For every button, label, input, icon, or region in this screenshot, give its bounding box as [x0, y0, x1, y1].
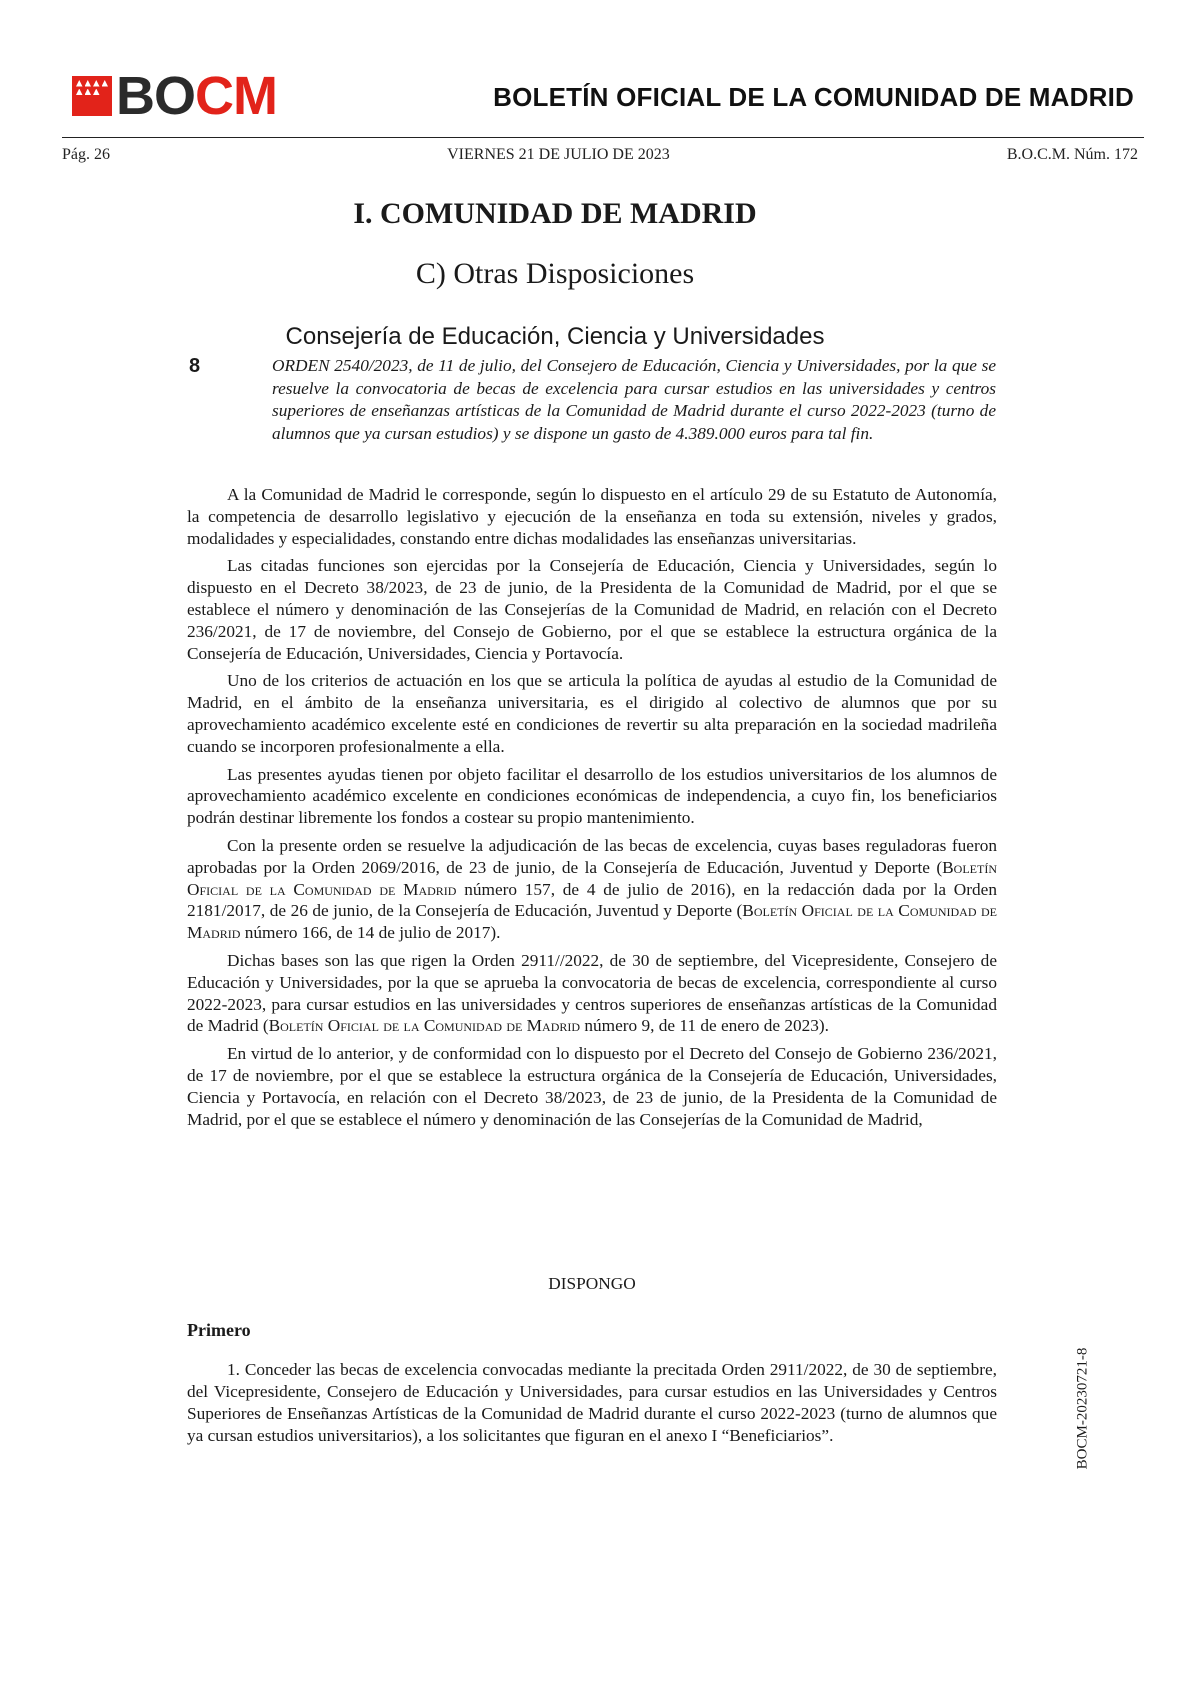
department-heading: Consejería de Educación, Ciencia y Universidades: [285, 323, 825, 350]
paragraph: Las presentes ayudas tienen por objeto facilitar el desarrollo de los estudios universitarios de los alumnos de aprovechamiento académico excelente en condiciones económicas de independencia, a cuyo fin, los beneficiarios podrán destinar libremente los fondos a costear su propio mantenimiento.: [187, 764, 997, 828]
madrid-flag-icon: [72, 76, 112, 116]
paragraph: Dichas bases son las que rigen la Orden 2911//2022, de 30 de septiembre, del Vicepresidente, Consejero de Educación y Universidades, por la que se aprueba la convocatoria de becas de excelencia, correspondiente al curso 2022-2023, para cursar estudios en las universidades y centros superiores de enseñanzas artísticas de la Comunidad de Madrid (Boletín Oficial de la Comunidad de Madrid número 9, de 11 de enero de 2023).: [187, 950, 997, 1036]
article-heading: Primero: [187, 1320, 251, 1340]
header-rule: [62, 137, 1144, 138]
page-number: Pág. 26: [62, 146, 110, 163]
bulletin-reference: Boletín Oficial de la Comunidad de Madrid: [187, 857, 997, 899]
order-summary: ORDEN 2540/2023, de 11 de julio, del Consejero de Educación, Ciencia y Universidades, por la que se resuelve la convocatoria de becas de excelencia para cursar estudios en las universidades y centros superiores de enseñanzas artísticas de la Comunidad de Madrid durante el curso 2022-2023 (turno de alumnos que ya cursan estudios) y se dispone un gasto de 4.389.000 euros para tal fin.: [272, 356, 996, 444]
paragraph: Uno de los criterios de actuación en los que se articula la política de ayudas al estudio de la Comunidad de Madrid, en el ámbito de la enseñanza universitaria, es el dirigido al colectivo de alumnos que por su aprovechamiento académico excelente esté en condiciones de revertir su alta preparación en la sociedad madrileña cuando se incorporen profesionalmente a ella.: [187, 671, 997, 756]
bulletin-reference: Boletín Oficial de la Comunidad de Madrid: [187, 901, 997, 943]
issue-date: VIERNES 21 DE JULIO DE 2023: [447, 146, 670, 163]
paragraph: A la Comunidad de Madrid le corresponde, según lo dispuesto en el artículo 29 de su Estatuto de Autonomía, la competencia de desarrollo legislativo y ejecución de la enseñanza en toda su extensión, niveles y grados, modalidades y especialidades, constando entre dichas modalidades las enseñanzas universitarias.: [187, 485, 997, 548]
dispongo-heading: DISPONGO: [548, 1274, 636, 1293]
subsection-heading: C) Otras Disposiciones: [415, 257, 695, 290]
paragraph: Las citadas funciones son ejercidas por la Consejería de Educación, Ciencia y Universidades, según lo dispuesto en el Decreto 38/2023, de 23 de junio, de la Presidenta de la Comunidad de Madrid, por el que se establece el número y denominación de las Consejerías de la Comunidad de Madrid, en relación con el Decreto 236/2021, de 17 de noviembre, del Consejo de Gobierno, por el que se establece la estructura orgánica de la Consejería de Educación, Universidades, Ciencia y Portavocía.: [187, 556, 997, 663]
bocm-logo: [72, 66, 277, 126]
section-heading: I. COMUNIDAD DE MADRID: [353, 197, 757, 230]
article-clause: 1. Conceder las becas de excelencia convocadas mediante la precitada Orden 2911/2022, de 30 de septiembre, del Vicepresidente, Consejero de Educación y Universidades, para cursar estudios en las Universidades y Centros Superiores de Enseñanzas Artísticas de la Comunidad de Madrid durante el curso 2022-2023 (turno de alumnos que ya cursan estudios universitarios), a los solicitantes que figuran en el anexo I “Beneficiarios”.: [187, 1360, 997, 1445]
paragraph: En virtud de lo anterior, y de conformidad con lo dispuesto por el Decreto del Consejo de Gobierno 236/2021, de 17 de noviembre, por el que se establece la estructura orgánica de la Consejería de Educación, Universidades, Ciencia y Portavocía, en relación con el Decreto 38/2023, de 23 de junio, de la Presidenta de la Comunidad de Madrid, por el que se establece el número y denominación de las Consejerías de la Comunidad de Madrid,: [187, 1044, 997, 1129]
order-number: 8: [189, 355, 201, 377]
paragraph: Con la presente orden se resuelve la adjudicación de las becas de excelencia, cuyas bases reguladoras fueron aprobadas por la Orden 2069/2016, de 23 de junio, de la Consejería de Educación, Juventud y Deporte (Boletín Oficial de la Comunidad de Madrid número 157, de 4 de julio de 2016), en la redacción dada por la Orden 2181/2017, de 26 de junio, de la Consejería de Educación, Juventud y Deporte (Boletín Oficial de la Comunidad de Madrid número 166, de 14 de julio de 2017).: [187, 835, 997, 943]
bulletin-reference: Boletín Oficial de la Comunidad de Madrid: [268, 1016, 581, 1036]
logo-wordmark: BOCM: [116, 66, 277, 126]
issue-number: B.O.C.M. Núm. 172: [1006, 146, 1138, 163]
document-body: [187, 484, 997, 1136]
page-meta: [62, 146, 1138, 164]
bulletin-title: BOLETÍN OFICIAL DE LA COMUNIDAD DE MADRID: [493, 82, 1134, 112]
document-code: BOCM-20230721-8: [1074, 1347, 1091, 1470]
